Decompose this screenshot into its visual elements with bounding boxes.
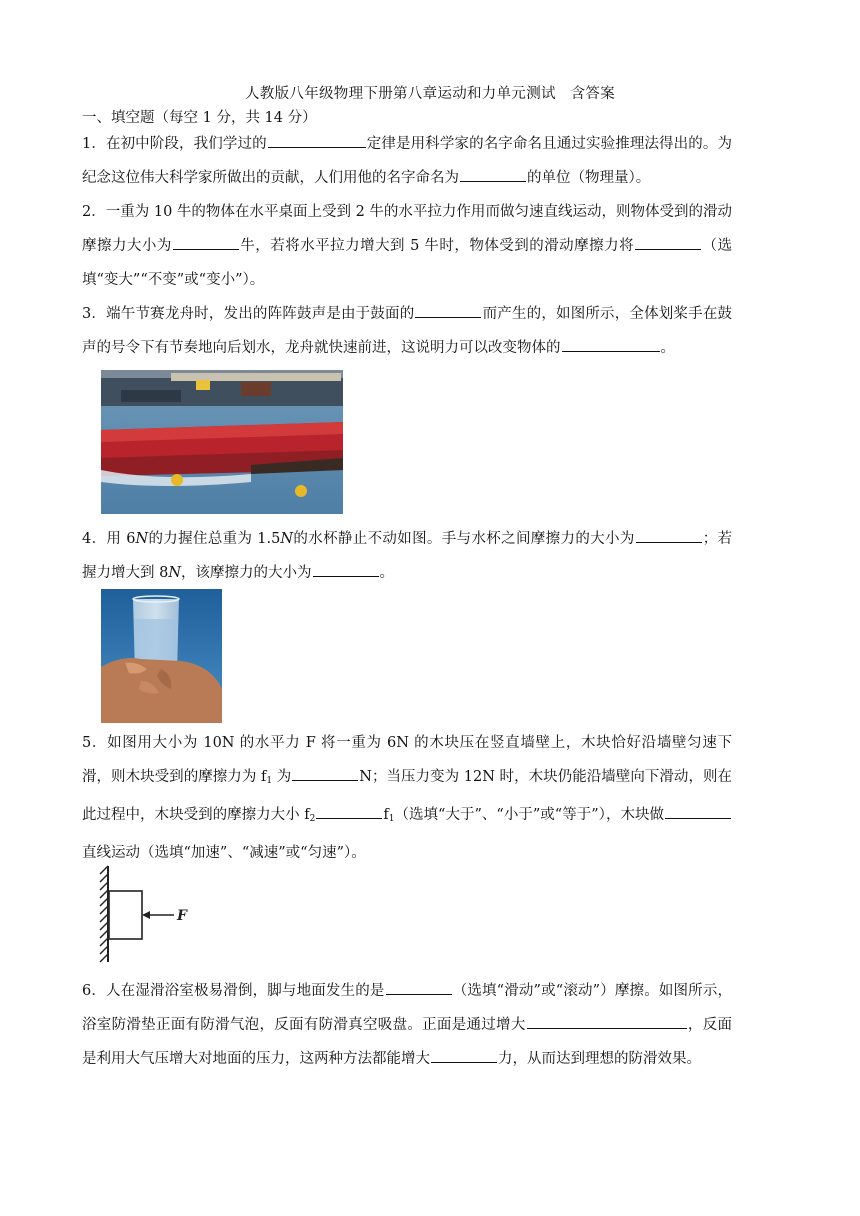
wall-block-diagram <box>96 862 206 966</box>
subscript: 1 <box>388 814 395 824</box>
question-text: 在初中阶段，我们学过的 <box>105 136 267 152</box>
question-text: （选填“大于”、“小于”或“等于”），木块做 <box>394 807 664 823</box>
answer-blank[interactable] <box>636 528 702 543</box>
water-glass-photo <box>101 589 222 723</box>
answer-blank[interactable] <box>316 804 382 819</box>
question-5 <box>82 726 732 870</box>
question-text: 用 <box>106 531 127 547</box>
question-text: 的单位（物理量）。 <box>527 170 651 186</box>
question-text: 的水杯静止不动如图。手与水杯之间摩擦力的大小为 <box>293 531 635 547</box>
question-text: 的力握住总重为 <box>148 531 258 547</box>
question-text: 。 <box>379 565 395 581</box>
answer-blank[interactable] <box>415 303 481 318</box>
question-6 <box>82 974 732 1076</box>
unit: N <box>135 531 149 547</box>
question-text: N；当压力变为 12N 时，木块仍能沿墙壁向下滑动，则在此过程中，木块受到的摩擦力大小 f <box>82 769 733 823</box>
question-4 <box>82 522 732 590</box>
question-number: 6． <box>82 983 107 999</box>
answer-blank[interactable] <box>268 133 366 148</box>
question-text: ，该摩擦力的大小为 <box>181 565 312 581</box>
question-number: 3． <box>82 306 107 322</box>
unit: N <box>280 531 294 547</box>
document-title: 人教版八年级物理下册第八章运动和力单元测试 含答案 <box>245 86 615 102</box>
question-number: 2． <box>82 204 106 220</box>
question-text: 直线运动（选填“加速”、“减速”或“匀速”）。 <box>82 845 366 861</box>
force-label: F <box>177 908 187 924</box>
answer-blank[interactable] <box>173 235 239 250</box>
answer-blank[interactable] <box>460 167 526 182</box>
question-text: 牛，若将水平拉力增大到 5 牛时，物体受到的滑动摩擦力将 <box>239 238 635 254</box>
answer-blank[interactable] <box>386 980 452 995</box>
question-text: f <box>383 807 389 823</box>
answer-blank[interactable] <box>292 766 358 781</box>
value-1-5n <box>257 531 293 547</box>
answer-blank[interactable] <box>431 1048 497 1063</box>
question-3 <box>82 297 732 365</box>
question-text: 如图用大小为 10N 的水平力 F 将一重为 6N 的木块压在竖直墙壁上，木块恰好沿墙壁匀速下滑，则木块受到的摩擦力为 f <box>82 735 732 785</box>
question-text: 。 <box>660 340 675 356</box>
answer-blank[interactable] <box>635 235 701 250</box>
answer-blank[interactable] <box>665 804 731 819</box>
value-8n <box>159 565 181 581</box>
question-text: 定律是用科学家的名字命名且通过实验推理法得出的。为纪念这位伟大科学家所做出的贡献，人们用他的名字命名为 <box>82 136 732 186</box>
subscript: 1 <box>266 776 273 786</box>
number: 8 <box>159 565 169 581</box>
question-text: ；若握力增大到 <box>82 531 733 581</box>
question-text: 一重为 10 牛的物体在水平桌面上受到 2 牛的水平拉力作用而做匀速直线运动，则物体受到的滑动摩擦力大小为 <box>82 204 732 254</box>
question-text: 为 <box>272 769 292 785</box>
question-2 <box>82 195 732 297</box>
question-number: 1． <box>82 136 106 152</box>
answer-blank[interactable] <box>562 337 660 352</box>
number: 6 <box>126 531 136 547</box>
question-text: 人在湿滑浴室极易滑倒，脚与地面发生的是 <box>106 983 385 999</box>
question-text: 端午节赛龙舟时，发出的阵阵鼓声是由于鼓面的 <box>106 306 415 322</box>
subscript: 2 <box>309 814 316 824</box>
question-text: 而产生的，如图所示，全体划桨手在鼓声的号令下有节奏地向后划水，龙舟就快速前进，这说明力可以改变物体的 <box>82 306 733 356</box>
question-number: 5． <box>82 735 108 751</box>
unit: N <box>168 565 182 581</box>
answer-blank[interactable] <box>527 1014 687 1029</box>
question-text: ，反面是利用大气压增大对地面的压力，这两种方法都能增大 <box>82 1017 733 1067</box>
question-text: （选填“滑动”或“滚动”）摩擦。如图所示，浴室防滑垫正面有防滑气泡，反面有防滑真空吸盘。正面是通过增大 <box>82 983 733 1033</box>
dragon-boat-photo <box>101 370 343 514</box>
number: 1.5 <box>257 531 281 547</box>
section-heading: 一、填空题（每空 1 分，共 14 分） <box>82 110 317 126</box>
question-text: 力，从而达到理想的防滑效果。 <box>498 1051 701 1067</box>
question-text: （选填“变大”“不变”或“变小”）。 <box>82 238 732 288</box>
value-6n <box>126 531 148 547</box>
question-1 <box>82 127 732 195</box>
question-number: 4． <box>82 531 107 547</box>
answer-blank[interactable] <box>313 562 379 577</box>
